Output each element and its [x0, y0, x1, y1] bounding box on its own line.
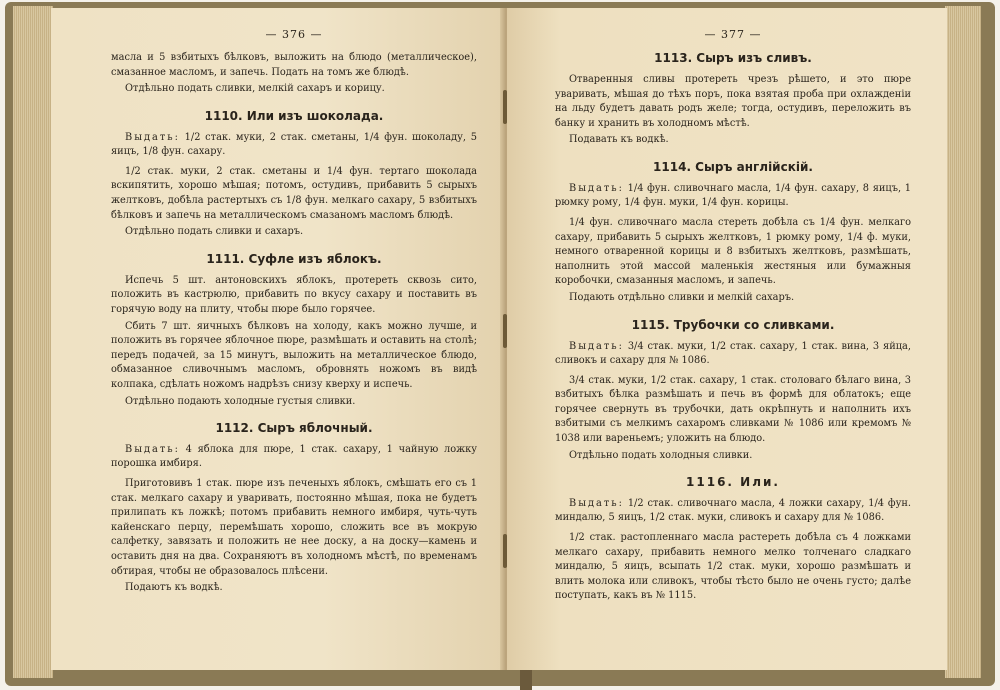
yield-text: 1/4 фун. сливочнаго масла, 1/4 фун. сахару, 8 яицъ, 1 рюмку рому, 1/4 фун. муки, 1/4 фун. корицы.	[555, 182, 911, 208]
recipe	[111, 421, 477, 596]
left-page	[51, 8, 503, 670]
recipe-title: 1113. Сыръ изъ сливъ.	[654, 51, 812, 65]
paragraph: Отдѣльно подать сливки, мелкій сахаръ и корицу.	[125, 83, 385, 95]
paragraph: 1/4 фун. сливочнаго масла стереть добѣла съ 1/4 фун. мелкаго сахару, прибавить 5 сырыхъ желтковъ, 1 рюмку рому, 1/4 ф. муки, немного отваренной корицы и 8 взбитыхъ желтковъ, размѣшать, наполнить этой массой маленькія жестяныя или бумажныя коробочки, смазанныя масломъ, и запечь.	[555, 216, 911, 287]
paragraph: Отдѣльно подать холодныя сливки.	[569, 449, 753, 461]
paragraph: Приготовивъ 1 стак. пюре изъ печеныхъ яблокъ, смѣшать его съ 1 стак. мелкаго сахару и уваривать, постоянно мѣшая, пока не будетъ прилипать къ ложкѣ; потомъ прибавить немного имбиря, чуть-чуть кайенскаго перцу, перемѣшать хорошо, сложить все въ мокрую салфетку, завязать и положить не нее доску, а на доску—камень и оставить дня на два. Сохраняютъ въ холодномъ мѣстѣ, по временамъ обтирая, чтобы не образовалось плѣсени.	[111, 478, 477, 577]
yield-text: 1/2 стак. муки, 2 стак. сметаны, 1/4 фун. шоколаду, 5 яицъ, 1/8 фун. сахару.	[111, 131, 477, 157]
recipe-title: 1112. Сыръ яблочный.	[215, 421, 373, 436]
recipe	[555, 318, 911, 464]
paragraph: Отваренныя сливы протереть чрезъ рѣшето, и это пюре уваривать, мѣшая до тѣхъ поръ, пока взятая проба при охлажденіи на льду будетъ давать родъ желе; тогда, остудивъ, переложить въ банку и хранить въ холодномъ мѣстѣ.	[555, 74, 911, 129]
open-book	[5, 2, 995, 686]
yield-label: Выдать:	[569, 498, 624, 510]
paragraph: масла и 5 взбитыхъ бѣлковъ, выложить на блюдо (металлическое), смазанное масломъ, и запечь. Подать на томъ же блюдѣ.	[111, 52, 477, 78]
page-number: — 376 —	[265, 28, 323, 41]
paragraph: Подаютъ къ водкѣ.	[125, 582, 223, 594]
paragraph: Испечь 5 шт. антоновскихъ яблокъ, протереть сквозь сито, положить въ кастрюлю, прибавить по вкусу сахару и поставить въ горячую воду на плиту, чтобы пюре было горячее.	[111, 274, 477, 315]
yield-line	[555, 340, 911, 368]
yield-text: 1/2 стак. сливочнаго масла, 4 ложки сахару, 1/4 фун. миндалю, 5 яицъ, 1/2 стак. муки, сливокъ и сахару для № 1086.	[555, 498, 911, 524]
paragraph: Подавать къ водкѣ.	[569, 134, 669, 146]
recipe	[555, 475, 911, 604]
yield-label: Выдать:	[569, 182, 624, 194]
paragraph: Сбить 7 шт. яичныхъ бѣлковъ на холоду, какъ можно лучше, и положить въ горячее яблочное пюре, размѣшать и оставить на столѣ; передъ подачей, за 15 минутъ, выложить на металлическое блюдо, обмазанное сливочнымъ масломъ, обровнять ножомъ въ видѣ колпака, сдѣлать ножомъ надрѣзъ снизу кверху и испечь.	[111, 320, 477, 390]
yield-line	[111, 131, 477, 159]
yield-label: Выдать:	[125, 444, 180, 456]
bookmark-ribbon	[520, 670, 532, 690]
right-page	[507, 8, 947, 670]
recipe	[111, 252, 477, 409]
paragraph: 1/2 стак. муки, 2 стак. сметаны и 1/4 фун. тертаго шоколада вскипятить, хорошо мѣшая; потомъ, остудивъ, прибавить 5 сырыхъ желтковъ, добѣла растертыхъ съ 1/8 фун. мелкаго сахару, 5 взбитыхъ бѣлковъ и запечь на металлическомъ смазаномъ масломъ блюдѣ.	[111, 165, 477, 221]
recipe	[111, 109, 477, 240]
yield-text: 4 яблока для пюре, 1 стак. сахару, 1 чайную ложку порошка имбиря.	[111, 444, 477, 470]
page-edges-left	[13, 6, 53, 678]
recipe	[555, 160, 911, 306]
recipe	[555, 51, 911, 148]
yield-text: 3/4 стак. муки, 1/2 стак. сахару, 1 стак. вина, 3 яйца, сливокъ и сахару для № 1086.	[555, 340, 911, 366]
yield-label: Выдать:	[569, 340, 624, 352]
yield-line	[111, 443, 477, 471]
paragraph: 1/2 стак. растопленнаго масла растереть добѣла съ 4 ложками мелкаго сахару, прибавить немного мелко толченаго сладкаго миндалю, 5 яицъ, всыпать 1/2 стак. муки, хорошо размѣшать и влить молока или сливокъ, чтобы тѣсто было не очень густо; далѣе поступать, какъ въ № 1115.	[555, 532, 911, 602]
recipe-title: 1116. Или.	[686, 475, 780, 490]
page-edges-right	[945, 6, 981, 678]
paragraph: 3/4 стак. муки, 1/2 стак. сахару, 1 стак. столоваго бѣлаго вина, 3 взбитыхъ бѣлка размѣшать и печь въ формѣ для облатокъ; еще горячее свернуть въ трубочки, дать окрѣпнуть и наполнить ихъ взбитыми съ мелкимъ сахаромъ сливками № 1086 или кремомъ № 1038 или вареньемъ; уложить на блюдо.	[555, 374, 911, 444]
yield-line	[555, 497, 911, 525]
yield-line	[555, 182, 911, 210]
continued-text	[111, 51, 477, 97]
yield-label: Выдать:	[125, 131, 180, 143]
paragraph: Отдѣльно подать сливки и сахаръ.	[125, 226, 304, 238]
recipe-title: 1115. Трубочки со сливками.	[631, 317, 835, 332]
recipe-title: 1111. Суфле изъ яблокъ.	[206, 251, 382, 266]
page-number: — 377 —	[704, 28, 762, 41]
paragraph: Подають отдѣльно сливки и мелкій сахаръ.	[569, 291, 795, 303]
recipe-title: 1110. Или изъ шоколада.	[204, 108, 384, 123]
paragraph: Отдѣльно подають холодные густыя сливки.	[125, 395, 356, 407]
recipe-title: 1114. Сыръ англійскій.	[653, 159, 813, 174]
